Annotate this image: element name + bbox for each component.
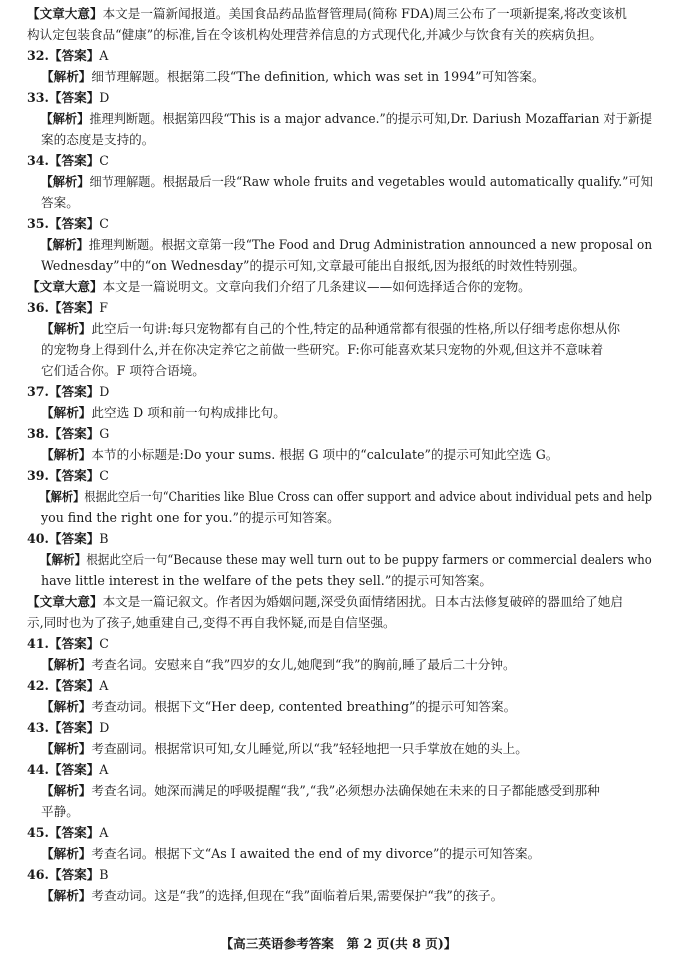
summary-text: 本文是一篇记叙文。作者因为婚姻问题,深受负面情绪困扰。日本古法修复破碎的器皿给了她启 [102,594,623,609]
summary-line [27,591,653,612]
explanation-text: 考查动词。根据下文“Her deep, contented breathing”的提示可知答案。 [91,699,517,714]
question-number: 36. [27,300,49,315]
summary-text: 构认定包装食品“健康”的标准,旨在令该机构处理营养信息的方式现代化,并减少与饮食有关的疾病负担。 [27,27,603,42]
answer-line [27,864,653,885]
answer-tag: 【答案】 [48,825,100,840]
explanation-tag: 【解析】 [40,111,90,126]
explanation-tag: 【解析】 [40,174,90,189]
page-footer: 【高三英语参考答案 第 2 页(共 8 页)】 [220,936,457,951]
answer-tag: 【答案】 [48,384,100,399]
question-number: 38. [27,426,49,441]
explanation-text: 细节理解题。根据最后一段“Raw whole fruits and vegetables would automatically qualify.”可知 [89,174,653,189]
summary-line [27,24,653,45]
explanation-line [27,255,653,276]
summary-line [27,276,653,297]
answer-value: D [99,90,110,105]
answer-tag: 【答案】 [48,48,100,63]
explanation-line [27,402,653,423]
explanation-line [27,801,653,822]
explanation-tag: 【解析】 [41,888,92,903]
explanation-text: 考查名词。她深而满足的呼吸提醒“我”,“我”必须想办法确保她在未来的日子都能感受到那种 [91,783,600,798]
explanation-text: you find the right one for you.”的提示可知答案。 [41,510,340,525]
explanation-text: 根据此空后一句“Because these may well turn out to be puppy farmers or commercial dealers who [86,552,652,567]
question-number: 46. [27,867,49,882]
explanation-text: 考查名词。安慰来自“我”四岁的女儿,她爬到“我”的胸前,睡了最后二十分钟。 [91,657,516,672]
question-number: 42. [27,678,49,693]
explanation-text: 案的态度是支持的。 [41,132,155,147]
answer-value: D [99,720,110,735]
explanation-line [27,486,652,507]
explanation-line [27,843,653,864]
explanation-text: 此空后一句讲:每只宠物都有自己的个性,特定的品种通常都有很强的性格,所以仔细考虑你想从你 [91,321,620,336]
answer-value: C [99,216,109,231]
answer-line [27,87,653,108]
answer-value: A [99,825,109,840]
summary-tag: 【文章大意】 [27,594,103,609]
answer-tag: 【答案】 [48,636,100,651]
answer-value: C [99,153,109,168]
explanation-tag: 【解析】 [41,321,92,336]
answer-tag: 【答案】 [48,426,100,441]
answer-value: F [99,300,109,315]
explanation-tag: 【解析】 [39,552,87,567]
explanation-line [27,654,653,675]
explanation-tag: 【解析】 [41,657,92,672]
answer-line [27,213,653,234]
answer-line [27,423,653,444]
explanation-line [27,339,653,360]
answer-tag: 【答案】 [48,720,100,735]
answer-line [27,45,653,66]
explanation-line [27,738,653,759]
explanation-tag: 【解析】 [41,405,92,420]
answer-value: G [99,426,110,441]
answer-line [27,528,653,549]
summary-line [27,3,653,24]
explanation-text: 平静。 [41,804,79,819]
answer-line [27,297,653,318]
explanation-line [27,570,653,591]
answer-tag: 【答案】 [48,300,100,315]
answer-tag: 【答案】 [48,762,100,777]
answer-line [27,150,653,171]
question-number: 41. [27,636,49,651]
question-number: 44. [27,762,49,777]
explanation-text: Wednesday”中的“on Wednesday”的提示可知,文章最可能出自报纸,因为报纸的时效性特别强。 [41,258,585,273]
explanation-line [27,234,653,255]
explanation-line [27,885,653,906]
explanation-text: 它们适合你。F 项符合语境。 [41,363,205,378]
answer-tag: 【答案】 [48,153,100,168]
explanation-line [27,171,653,192]
answer-line [27,465,653,486]
explanation-text: 细节理解题。根据第二段“The definition, which was set in 1994”可知答案。 [91,69,545,84]
question-number: 43. [27,720,49,735]
explanation-line [27,318,653,339]
answer-value: C [99,636,109,651]
answer-key-page [27,3,653,906]
explanation-text: 考查名词。根据下文“As I awaited the end of my divorce”的提示可知答案。 [91,846,541,861]
summary-text: 本文是一篇说明文。文章向我们介绍了几条建议——如何选择适合你的宠物。 [102,279,531,294]
answer-line [27,822,653,843]
answer-tag: 【答案】 [48,216,100,231]
summary-text: 示,同时也为了孩子,她重建自己,变得不再自我怀疑,而是自信坚强。 [27,615,396,630]
explanation-line [27,780,653,801]
answer-tag: 【答案】 [48,90,100,105]
summary-line [27,612,653,633]
explanation-tag: 【解析】 [41,846,92,861]
explanation-text: 答案。 [41,195,79,210]
explanation-text: 推理判断题。根据第四段“This is a major advance.”的提示可知,Dr. Dariush Mozaffarian 对于新提 [89,111,653,126]
explanation-line [27,507,653,528]
answer-value: A [99,678,109,693]
summary-text: 本文是一篇新闻报道。美国食品药品监督管理局(简称 FDA)周三公布了一项新提案,将改变该机 [102,6,627,21]
explanation-text: have little interest in the welfare of the pets they sell.”的提示可知答案。 [41,573,493,588]
answer-value: C [99,468,109,483]
answer-line [27,633,653,654]
explanation-tag: 【解析】 [40,237,89,252]
explanation-line [27,549,652,570]
explanation-text: 推理判断题。根据文章第一段“The Food and Drug Administration announced a new proposal on [88,237,653,252]
explanation-tag: 【解析】 [41,447,92,462]
explanation-tag: 【解析】 [39,489,85,504]
explanation-line [27,192,653,213]
answer-line [27,759,653,780]
explanation-tag: 【解析】 [41,741,92,756]
explanation-line [27,360,653,381]
explanation-text: 根据此空后一句“Charities like Blue Cross can offer support and advice about individual pets and help [84,489,652,504]
explanation-text: 考查动词。这是“我”的选择,但现在“我”面临着后果,需要保护“我”的孩子。 [91,888,504,903]
explanation-text: 的宠物身上得到什么,并在你决定养它之前做一些研究。F:你可能喜欢某只宠物的外观,但这并不意味着 [41,342,604,357]
question-number: 35. [27,216,49,231]
answer-line [27,381,653,402]
question-number: 39. [27,468,49,483]
answer-value: D [99,384,110,399]
explanation-tag: 【解析】 [41,699,92,714]
question-number: 37. [27,384,49,399]
summary-tag: 【文章大意】 [27,6,103,21]
question-number: 34. [27,153,49,168]
explanation-line [27,108,653,129]
answer-line [27,717,653,738]
answer-tag: 【答案】 [48,678,100,693]
question-number: 33. [27,90,49,105]
explanation-line [27,696,653,717]
answer-tag: 【答案】 [48,531,100,546]
answer-tag: 【答案】 [48,867,100,882]
explanation-tag: 【解析】 [41,69,92,84]
explanation-text: 考查副词。根据常识可知,女儿睡觉,所以“我”轻轻地把一只手掌放在她的头上。 [91,741,528,756]
answer-tag: 【答案】 [48,468,100,483]
explanation-text: 本节的小标题是:Do your sums. 根据 G 项中的“calculate”的提示可知此空选 G。 [91,447,559,462]
explanation-line [27,66,653,87]
question-number: 40. [27,531,49,546]
answer-value: A [99,762,109,777]
explanation-line [27,444,653,465]
question-number: 45. [27,825,49,840]
answer-line [27,675,653,696]
explanation-line [27,129,653,150]
question-number: 32. [27,48,49,63]
summary-tag: 【文章大意】 [27,279,103,294]
answer-value: B [99,531,109,546]
explanation-tag: 【解析】 [41,783,92,798]
answer-value: B [99,867,109,882]
explanation-text: 此空选 D 项和前一句构成排比句。 [91,405,286,420]
answer-value: A [99,48,109,63]
